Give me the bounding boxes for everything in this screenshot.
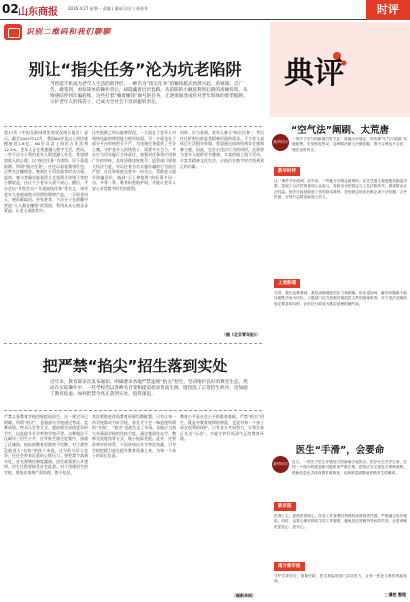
article-1-column-2: 这些陷阱之所以能够得逞，一方面在于老年人对网络风险的辨别能力相对较弱，另一方面也在于部分平台审核把关不严，为违规任务提供了生存土壤。守护老年人的钱袋子，需要多方合力。平台应当切实履行主体责任，加强对任务类应用和广告的审核，及时清理违规账号；监管部门要加大执法力度，对以任务为名实施诈骗的行为依法严惩；社区和家庭也要多一份关心，帮助老人提升防骗意识，遇到“天上掉馅饼”的好事多问一句、多等一等。唯有织密防护网，才能让老年人安心享受数字时代的便利。	[92, 130, 176, 191]
commentary-2-body: 医者仁心，更需医者细心。医务工作者要时刻保持高度的责任感，严格遵守诊疗规范。同时，也要合理安排医生的工作强度，避免因过度疲劳导致的失误，让患者就医更放心、更安心。	[274, 514, 407, 529]
article-2-lead: 近年来，教育部多次发布通知，明确要求各地严禁违规“掐尖”招生，坚决维护良好的教育生态。然而在实际操作中，一些学校仍以各种名目变相提前招录优质生源，既扰乱了正常招生秩序，也加剧了教育焦虑。如何把禁令真正落到实处，值得深思。	[50, 380, 248, 397]
commentary-2-text: 近日，一则关于医生开错处方的新闻引起热议。医疗安全关乎生命，任何一个细小的疏忽都可能带来严重后果。医院应当完善处方审核流程，借助信息化手段设置多重核查，从制度层面降低差错发生的概率。	[292, 460, 407, 475]
source-badge: 新华时评	[272, 456, 289, 473]
article-2-byline: （据新华网）	[232, 593, 256, 598]
article-1-byline: （据《北京青年报》）	[222, 332, 260, 337]
article-1-column-1: 第17次《中国互联网络发展状况统计报告》显示，截至2025年12月，我国60岁及以上网民规模接近1.6亿，60岁及以上网民占比达到12.5%，老年人正在快速融入数字生活。然而，一些不法分子利用老年人渴望融入社会、希望增加收入的心理，以“指尖任务”为诱饵，设下重重陷阱。所谓“指尖任务”，往往以看视频领红包、点赞关注赚佣金、签到打卡得奖励等形式出现。起初，参与者确实能获得几毛钱到几块钱不等的小额收益，这让不少老年人放下戒心。随后，平台会以“升级会员”“开通高级任务”等名义，诱导老年人充值或购买所谓的理财产品，一旦资金投入，便再难取回。更有甚者，不法分子在群聊中营造“人人都在赚钱”的氛围，利用从众心理步步紧逼，让老人深陷其中。	[4, 130, 88, 214]
divider	[4, 343, 262, 344]
page-number: 02	[2, 2, 19, 16]
paper-name: 山东商报	[18, 7, 58, 18]
commentary-1-title: “空气法”阐刷、太荒唐	[291, 125, 389, 136]
commentary-2-body-2: 守护生命安全，需要医院、医生和监管部门共同发力，让每一张处方都经得起检验。	[274, 574, 407, 584]
article-2-column-2: 其次要推进优质教育资源均衡配置。只有让每一所学校都成为好学校，家长才不会一味追逐所谓的“名校”，“掐尖”也就失去了市场。各地应当加大对薄弱学校的扶持力度，通过集团化办学、教师交流轮岗等方式，缩小校际差距。此外，还要改革评价体系，不再单纯以升学率论英雄，引导学校把精力放在提升教育质量上来，为每一个孩子的成长负责。	[92, 414, 176, 459]
source-tag: 上观新闻	[274, 279, 300, 288]
section-tag: 时评	[366, 0, 410, 20]
article-1-title: 别让“指尖任务”沦为坑老陷阱	[28, 60, 242, 79]
source-tag: 新京报	[274, 502, 296, 511]
article-1-lead: 当智能手机成为老年人生活的新伴侣，一种名为“指尖任务”的赚钱模式悄然兴起。看视频、点广告、做签到，看似简单的操作背后，却隐藏着层层套路。从前期的小额返利到后期的高额投资，从情感陪伴到诈骗转账，这些打着“躺着赚钱”旗号的任务，正逐渐演变成针对老年群体的新型陷阱。守护老年人的钱袋子，已成为全社会不容回避的责任。	[50, 82, 248, 105]
qr-code-icon	[4, 24, 22, 40]
banner-text: 识别二维码和我们聊聊	[26, 27, 111, 36]
editor-signature: □潘胜 整理	[384, 592, 406, 597]
source-tag: 南方都市报	[274, 562, 305, 571]
commentary-1-body-2: 当然，我们也要看到，基层治理面临的压力和困难。但无论如何，解决问题都不能以牺牲法治为代价。上级部门应当加强对规范性文件的备案审查，对于违法违规的规定要及时叫停，让依法行政成为基层治理的硬约束。	[274, 291, 407, 306]
commentary-2-title: 医生“手滑”，会要命	[295, 445, 385, 456]
article-2-column-1: 严禁义务教育学校违规提前招生，这一规定早已明确。所谓“掐尖”，是指部分学校通过考试、竞赛成绩、特长认定等方式，提前锁定成绩优异的学生，以此提升升学率和学校声誉。这种做法不仅破坏了招生公平，还导致生源过度集中，加剧了区域间、校际间教育资源的不均衡。对于那些没能进入“名校”的孩子来说，过早的分层与竞争，往往会带来沉重的心理压力。要把禁令落到实处，首先要堵住制度漏洞。招生政策要公开透明，招生过程要接受社会监督，对于违规招生的学校，要依法依规严肃处理，绝不姑息。	[4, 414, 88, 475]
source-tag: 新华时评	[274, 167, 300, 176]
article-2-title: 把严禁“掐尖”招生落到实处	[42, 357, 228, 375]
commentary-column	[270, 22, 410, 602]
dianping-logo-icon	[282, 50, 352, 90]
divider	[4, 126, 262, 127]
logo-text: 典评	[284, 56, 344, 90]
commentary-1-body: 这一事件并非孤例。近年来，一些地方在制定政策时，往往凭借主观意愿拍脑袋决策，忽视了合法性审查和公众参与，导致出台的规定与上位法相冲突，损害群众合法权益。依法行政是政府工作的基本准则，任何规定的出台都必须于法有据、合乎民意，否则只会损害政府公信力。	[274, 179, 407, 200]
commentary-1-text: 一则关于空气的新闻引发关注：某地出台规定，对所谓“空气污染源”实施收费，引发网友热议。这种做法缺乏法律依据，既不合理也不合法，理应及时纠正。	[292, 137, 407, 152]
date-line: 2026.4.27 星期一 责编 | 董丽 设计 | 胡金华	[68, 6, 148, 11]
article-2-column-3: 教育公平是社会公平的重要基础。严禁“掐尖”招生，既是对教育规律的尊重，也是对每一个孩子成长权利的保护。只有各方共同努力，让规定真正长出“牙齿”，才能守护好风清气正的教育环境。	[180, 414, 264, 442]
source-badge: 新华时评	[272, 134, 289, 151]
divider	[4, 410, 262, 411]
article-1-column-3: 同时，应当看到，老年人参与“指尖任务”，背后往往折射出的是其精神层面的需求。不少老人退休后生活相对单调，希望通过网络找到存在感和参与感。因此，在打击违法行为的同时，还需要为老年人提供更多健康、丰富的线上线下活动，丰富其精神文化生活，让他们在数字时代找到真正的归属。	[180, 130, 264, 169]
qr-banner[interactable]	[4, 23, 174, 41]
masthead	[0, 0, 410, 20]
